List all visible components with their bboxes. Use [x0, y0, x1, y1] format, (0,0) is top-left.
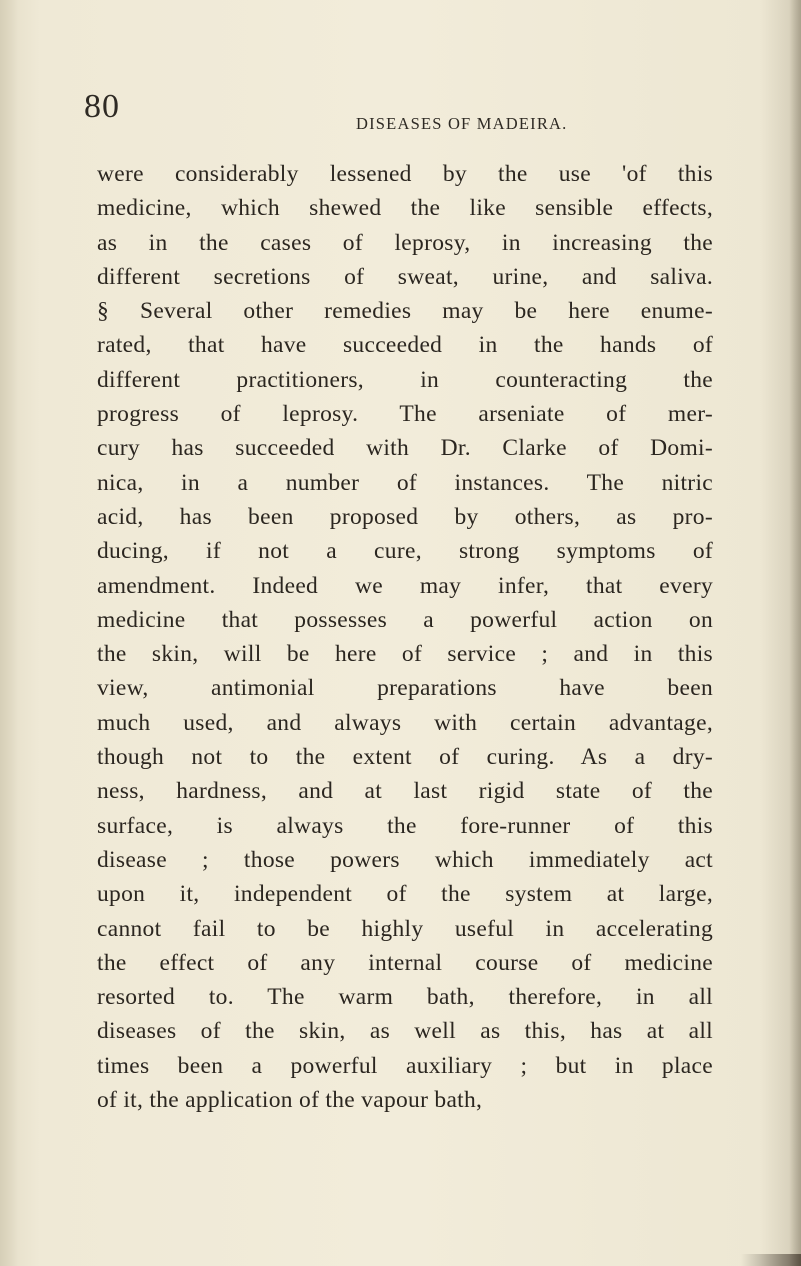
running-head: DISEASES OF MADEIRA. [356, 114, 568, 133]
text-line: amendment. Indeed we may infer, that every [97, 572, 713, 599]
text-line: of it, the application of the vapour bath, [97, 1087, 483, 1114]
text-line: different practitioners, in counteracting the [97, 366, 713, 393]
text-line: medicine, which shewed the like sensible effects, [97, 195, 713, 222]
text-line: ness, hardness, and at last rigid state of the [97, 778, 713, 805]
text-line: though not to the extent of curing. As a dry- [97, 744, 713, 771]
text-line: § Several other remedies may be here enume- [97, 298, 713, 325]
text-line: times been a powerful auxiliary ; but in place [97, 1052, 713, 1079]
text-line: were considerably lessened by the use 'of this [97, 161, 713, 187]
text-line: cury has succeeded with Dr. Clarke of Domi- [97, 435, 713, 462]
text-line: surface, is always the fore-runner of this [97, 812, 713, 839]
page-corner-shadow [741, 1254, 801, 1266]
text-line: different secretions of sweat, urine, and saliva. [97, 263, 713, 290]
text-line: acid, has been proposed by others, as pro- [97, 503, 713, 530]
text-line: cannot fail to be highly useful in accelerating [97, 915, 713, 942]
text-line: much used, and always with certain advantage, [97, 709, 713, 736]
text-line: nica, in a number of instances. The nitric [97, 469, 713, 496]
text-line: the skin, will be here of service ; and in this [97, 641, 713, 668]
text-line: upon it, independent of the system at large, [97, 881, 713, 908]
text-line: rated, that have succeeded in the hands of [97, 332, 713, 359]
page-number: 80 [84, 88, 120, 125]
page-left-edge [0, 0, 18, 1266]
text-line: disease ; those powers which immediately act [97, 846, 713, 873]
text-line: the effect of any internal course of medicine [97, 949, 713, 976]
text-line: diseases of the skin, as well as this, has at all [97, 1018, 713, 1045]
page-right-edge [789, 0, 801, 1266]
text-line: view, antimonial preparations have been [97, 675, 713, 702]
body-text [97, 157, 713, 1117]
text-line: progress of leprosy. The arseniate of mer- [97, 401, 713, 428]
text-line: ducing, if not a cure, strong symptoms of [97, 538, 713, 565]
text-line: as in the cases of leprosy, in increasing the [97, 229, 713, 256]
text-line: resorted to. The warm bath, therefore, in all [97, 984, 713, 1011]
text-line: medicine that possesses a powerful action on [97, 606, 713, 633]
